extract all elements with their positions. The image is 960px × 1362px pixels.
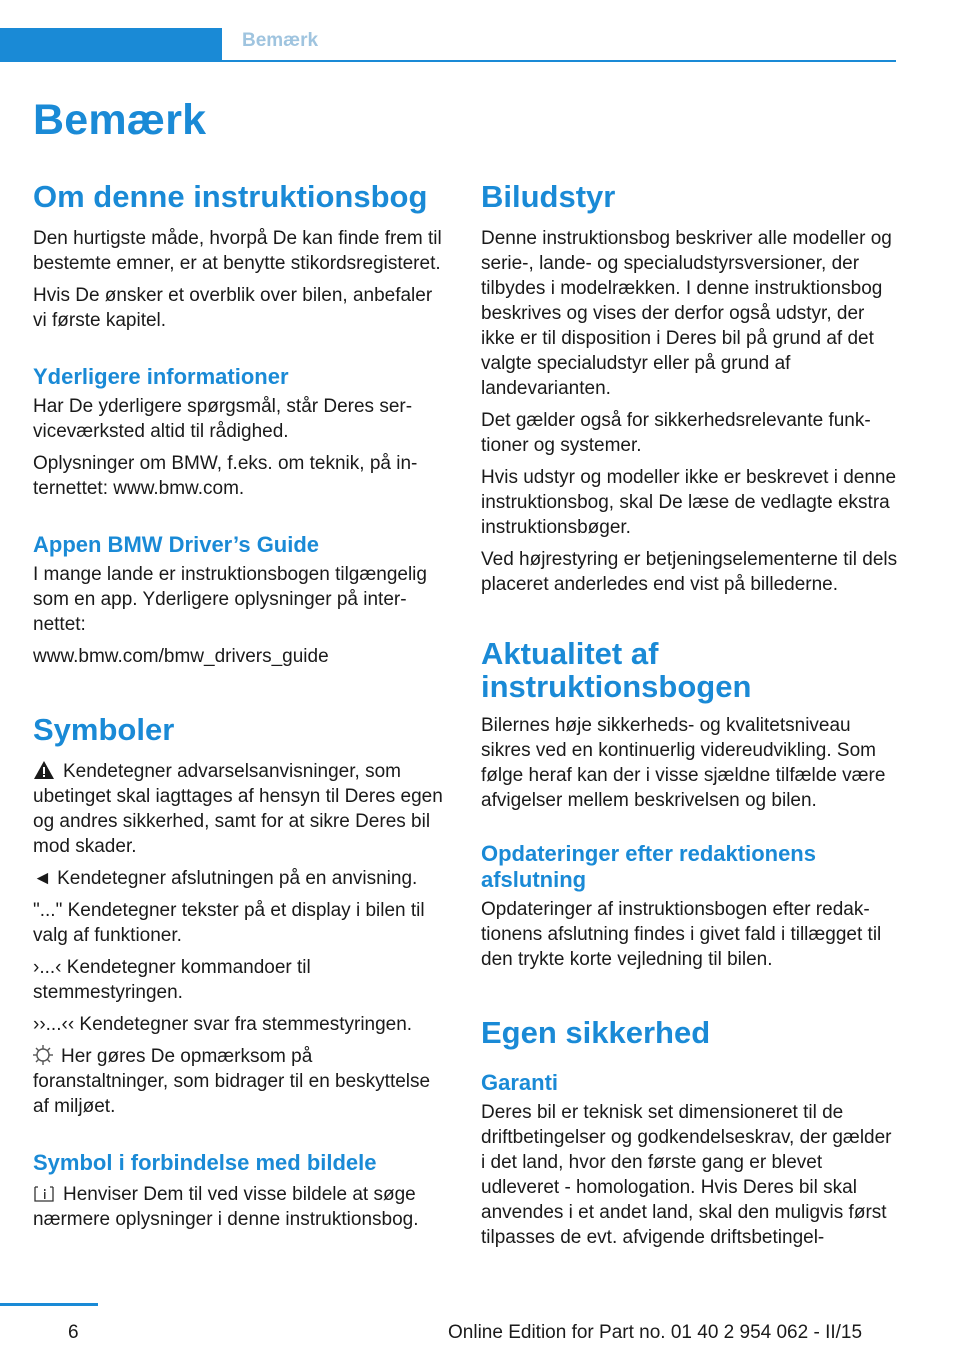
paragraph: Har De yderligere spørgsmål, står Deres serviceværksted altid til rådighed.	[33, 396, 413, 442]
paragraph	[33, 759, 451, 859]
left-column	[33, 180, 451, 1232]
paragraph: ◄ Kendetegner afslutningen på en anvisning.	[33, 868, 418, 889]
section-heading-aktualitet: Aktualitet af instruktionsbogen	[481, 636, 752, 704]
header-title: Bemærk	[242, 30, 319, 51]
header-accent-bar	[0, 28, 222, 62]
edition-note: Online Edition for Part no. 01 40 2 954 062 - II/15	[448, 1322, 863, 1343]
header-rule	[222, 60, 896, 62]
page-title: Bemærk	[33, 96, 207, 144]
paragraph: Denne instruktionsbog beskriver alle modeller og serie-, lande- og specialudstyrsversioner, der tilbydes i modelrækken. I denne instruktionsbog beskrives og vises der derfor også udstyr, der ikke er til disposition i Deres bil på grund af det valgte specialudstyr eller på grund af landevarianten.	[481, 228, 892, 399]
paragraph	[33, 1182, 451, 1232]
section-heading-om-denne: Om denne instruktionsbog	[33, 179, 428, 214]
link-text: www.bmw.com/bmw_drivers_guide	[33, 646, 329, 667]
paragraph: Bilernes høje sikkerheds- og kvalitetsniveau sikres ved en kontinuerlig videreudvikling. Som følge heraf kan der i visse sjældne tilfælde være afvigelser mellem beskrivelsen og bilen.	[481, 715, 886, 811]
paragraph: "..." Kendetegner tekster på et display i bilen til valg af funktioner.	[33, 900, 425, 946]
paragraph: Hvis udstyr og modeller ikke er beskrevet i denne instruktionsbog, skal De læse de vedlagte ekstra instruktionsbøger.	[481, 467, 897, 538]
symbol-description: Henviser Dem til ved visse bildele at søge nærmere oplysninger i denne instruktionsbog.	[33, 1184, 419, 1230]
paragraph: ›...‹ Kendetegner kommandoer til stemmestyringen.	[33, 957, 311, 1003]
paragraph: ››...‹‹ Kendetegner svar fra stemmestyringen.	[33, 1014, 413, 1035]
page-number: 6	[68, 1322, 79, 1343]
car-part-reference-icon	[33, 1183, 55, 1203]
subsection-heading-yderligere: Yderligere informationer	[33, 364, 289, 389]
symbol-description: Her gøres De opmærksom på foranstaltninger, som bidrager til en beskyttelse af miljøet.	[33, 1046, 431, 1117]
paragraph: Ved højrestyring er betjeningselementerne til dels placeret anderledes end vist på billederne.	[481, 549, 898, 595]
paragraph: Det gælder også for sikkerhedsrelevante funktioner og systemer.	[481, 410, 871, 456]
paragraph: Opdateringer af instruktionsbogen efter redaktionens afslutning findes i givet fald i tillægget til den trykte korte vejledning til bilen.	[481, 899, 882, 970]
subsection-heading-garanti: Garanti	[481, 1070, 559, 1095]
paragraph: Hvis De ønsker et overblik over bilen, anbefaler vi første kapitel.	[33, 285, 433, 331]
subsection-heading-opdateringer: Opdateringer efter redaktionens afslutning	[481, 841, 816, 892]
subsection-heading-appen: Appen BMW Driver’s Guide	[33, 532, 320, 557]
footer-rule	[0, 1303, 98, 1306]
section-heading-symboler: Symboler	[33, 712, 175, 747]
paragraph: Oplysninger om BMW, f.eks. om teknik, på internettet: www.bmw.com.	[33, 453, 418, 499]
paragraph: Den hurtigste måde, hvorpå De kan finde frem til bestemte emner, er at benytte stikordsregisteret.	[33, 228, 442, 274]
subsection-heading-symbol-bildele: Symbol i forbindelse med bildele	[33, 1150, 377, 1175]
section-heading-egen-sikkerhed: Egen sikkerhed	[481, 1015, 711, 1050]
right-column	[481, 180, 899, 1250]
symbol-description: Kendetegner advarselsanvisninger, som ubetinget skal iagttages af hensyn til Deres egen og andres sikkerhed, samt for at sikre Deres bil mod skader.	[33, 761, 443, 857]
paragraph: Deres bil er teknisk set dimensioneret til de driftbetingelser og godkendelseskrav, der gælder i det land, hvor den første gang er blevet udleveret - homologation. Hvis Deres bil skal anvendes i et andet land, skal den muligvis først tilpasses de evt. afvigende driftsbetingel-	[481, 1102, 892, 1248]
paragraph: I mange lande er instruktionsbogen tilgængelig som en app. Yderligere oplysninger på internettet:	[33, 564, 427, 635]
warning-triangle-icon	[33, 760, 55, 780]
paragraph	[33, 1044, 451, 1119]
section-heading-biludstyr: Biludstyr	[481, 179, 616, 214]
environment-icon	[33, 1045, 53, 1065]
